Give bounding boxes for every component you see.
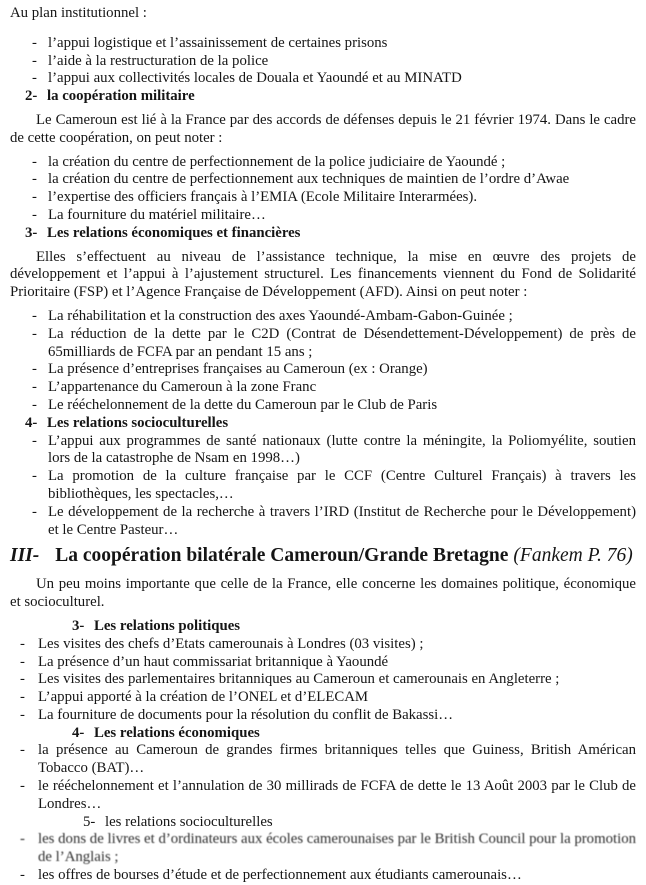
- main-heading-number: III-: [10, 545, 40, 567]
- bullet-text: les dons de livres et d’ordinateurs aux écoles camerounaises par le British Council pour la promotion de l’Anglais ;: [38, 831, 636, 866]
- dash-marker: -: [32, 468, 37, 485]
- dash-marker: -: [32, 379, 37, 396]
- heading-number: 2-: [25, 88, 38, 105]
- bullet-list: [10, 35, 636, 88]
- dash-marker: -: [32, 34, 37, 51]
- bullet-text: La réduction de la dette par le C2D (Contrat de Désendettement-Développement) de près de 65milliards de FCFA par an pendant 15 ans ;: [48, 325, 636, 360]
- heading-label: Les relations économiques: [94, 724, 260, 741]
- paragraph: Elles s’effectuent au niveau de l’assistance technique, la mise en œuvre des projets de développement et l’appui à l’ajustement structurel. Les financements viennent du Fond de Solidarité Prioritaire (FSP) et l’Agence Française de Développement (AFD). Ainsi on peut noter :: [10, 248, 636, 301]
- bullet-text: L’appui aux programmes de santé nationaux (lutte contre la méningite, la Poliomyélite, soutien lors de la catastrophe de Nsam en 1998…): [48, 432, 636, 467]
- dash-marker: -: [20, 671, 25, 688]
- section-heading: [72, 618, 636, 636]
- dash-marker: -: [20, 653, 25, 670]
- heading-number: 4-: [72, 724, 85, 741]
- dash-marker: -: [20, 706, 25, 723]
- bullet-text: la création du centre de perfectionnement aux techniques de maintien de l’ordre d’Awae: [48, 171, 570, 188]
- bullet-item: [10, 361, 636, 379]
- main-heading-reference: (Fankem P. 76): [513, 545, 633, 567]
- bullet-item: [10, 171, 636, 189]
- dash-marker: -: [32, 307, 37, 324]
- bullet-list: [10, 831, 636, 884]
- bullet-item: [10, 742, 636, 778]
- bullet-text: l’appui aux collectivités locales de Douala et Yaoundé et au MINATD: [48, 70, 462, 87]
- bullet-item: [10, 308, 636, 326]
- bullet-text: l’aide à la restructuration de la police: [48, 52, 269, 69]
- bullet-item: [10, 654, 636, 672]
- dash-marker: -: [20, 831, 25, 848]
- bullet-list: [10, 636, 636, 725]
- dash-marker: -: [32, 503, 37, 520]
- bullet-text: l’appui logistique et l’assainissement de certaines prisons: [48, 34, 388, 51]
- bullet-item: [10, 468, 636, 504]
- section-heading: [25, 88, 636, 106]
- heading-label: la coopération militaire: [47, 88, 195, 105]
- bullet-text: l’expertise des officiers français à l’EMIA (Ecole Militaire Interarmées).: [48, 189, 478, 206]
- bullet-text: le rééchelonnement et l’annulation de 30 millirads de FCFA de dette le 13 Août 2003 par le Club de Londres…: [38, 778, 636, 812]
- bullet-item: [10, 53, 636, 71]
- bullet-text: Le développement de la recherche à travers l’IRD (Institut de Recherche pour le Développement) et le Centre Pasteur…: [48, 503, 636, 538]
- bullet-item: [10, 707, 636, 725]
- bullet-text: La fourniture de documents pour la résolution du conflit de Bakassi…: [38, 706, 454, 723]
- heading-label: les relations socioculturelles: [105, 813, 273, 830]
- dash-marker: -: [32, 70, 37, 87]
- dash-marker: -: [20, 635, 25, 652]
- bullet-text: la création du centre de perfectionnement de la police judiciaire de Yaoundé ;: [48, 153, 506, 170]
- bullet-item: [10, 671, 636, 689]
- bullet-list: [10, 308, 636, 415]
- dash-marker: -: [20, 689, 25, 706]
- bullet-text: Les visites des parlementaires britanniques au Cameroun et camerounais en Angleterre ;: [38, 671, 560, 688]
- bullet-text: Les visites des chefs d’Etats camerounais à Londres (03 visites) ;: [38, 635, 424, 652]
- heading-label: Les relations politiques: [94, 617, 241, 634]
- bullet-item: [10, 778, 636, 814]
- dash-marker: -: [32, 189, 37, 206]
- bullet-text: la présence au Cameroun de grandes firmes britanniques telles que Guiness, British Américan Tobacco (BAT)…: [38, 742, 636, 777]
- bullet-text: La présence d’entreprises françaises au Cameroun (ex : Orange): [48, 361, 428, 378]
- dash-marker: -: [32, 432, 37, 449]
- bullet-item: [10, 379, 636, 397]
- intro-line: Au plan institutionnel :: [10, 5, 147, 21]
- bullet-list: [10, 154, 636, 225]
- bullet-item: [10, 831, 636, 867]
- bullet-text: L’appui apporté à la création de l’ONEL et d’ELECAM: [38, 689, 369, 706]
- main-heading: [10, 544, 636, 568]
- bullet-text: La promotion de la culture française par le CCF (Centre Culturel Français) à travers les bibliothèques, les spectacles,…: [48, 468, 636, 502]
- dash-marker: -: [32, 52, 37, 69]
- bullet-text: les offres de bourses d’étude et de perfectionnement aux étudiants camerounais…: [38, 867, 522, 884]
- section-heading: [25, 415, 636, 433]
- bullet-item: [10, 636, 636, 654]
- dash-marker: -: [32, 206, 37, 223]
- bullet-item: [10, 867, 636, 885]
- bullet-item: [10, 689, 636, 707]
- main-heading-title: La coopération bilatérale Cameroun/Grande Bretagne: [55, 545, 509, 567]
- section-heading: [72, 725, 636, 743]
- section-heading: [25, 225, 636, 243]
- dash-marker: -: [32, 153, 37, 170]
- bullet-item: [10, 70, 636, 88]
- bullet-text: La présence d’un haut commissariat britannique à Yaoundé: [38, 653, 389, 670]
- dash-marker: -: [32, 325, 37, 342]
- dash-marker: -: [32, 361, 37, 378]
- heading-number: 3-: [25, 224, 38, 241]
- bullet-list: [10, 433, 636, 540]
- dash-marker: -: [20, 778, 25, 795]
- bullet-text: Le rééchelonnement de la dette du Cameroun par le Club de Paris: [48, 396, 438, 413]
- bullet-item: [10, 397, 636, 415]
- heading-number: 4-: [25, 414, 38, 431]
- heading-number: 3-: [72, 617, 85, 634]
- dash-marker: -: [32, 396, 37, 413]
- bullet-text: La fourniture du matériel militaire…: [48, 206, 266, 223]
- bullet-item: [10, 154, 636, 172]
- section-heading: [83, 814, 636, 832]
- heading-label: Les relations socioculturelles: [47, 414, 229, 431]
- paragraph: Le Cameroun est lié à la France par des accords de défenses depuis le 21 février 1974. Dans le cadre de cette coopération, on peut noter :: [10, 111, 636, 146]
- bullet-item: [10, 504, 636, 540]
- dash-marker: -: [32, 171, 37, 188]
- bullet-item: [10, 35, 636, 53]
- bullet-text: La réhabilitation et la construction des axes Yaoundé-Ambam-Gabon-Guinée ;: [48, 307, 513, 324]
- dash-marker: -: [20, 867, 25, 884]
- bullet-item: [10, 207, 636, 225]
- dash-marker: -: [20, 742, 25, 759]
- paragraph: Un peu moins importante que celle de la France, elle concerne les domaines politique, économique et socioculturel.: [10, 576, 636, 611]
- bullet-text: L’appartenance du Cameroun à la zone Franc: [48, 379, 317, 396]
- bullet-list: [10, 742, 636, 813]
- bullet-item: [10, 326, 636, 362]
- bullet-item: [10, 433, 636, 469]
- bullet-item: [10, 189, 636, 207]
- heading-label: Les relations économiques et financières: [47, 224, 301, 241]
- heading-number: 5-: [83, 813, 96, 830]
